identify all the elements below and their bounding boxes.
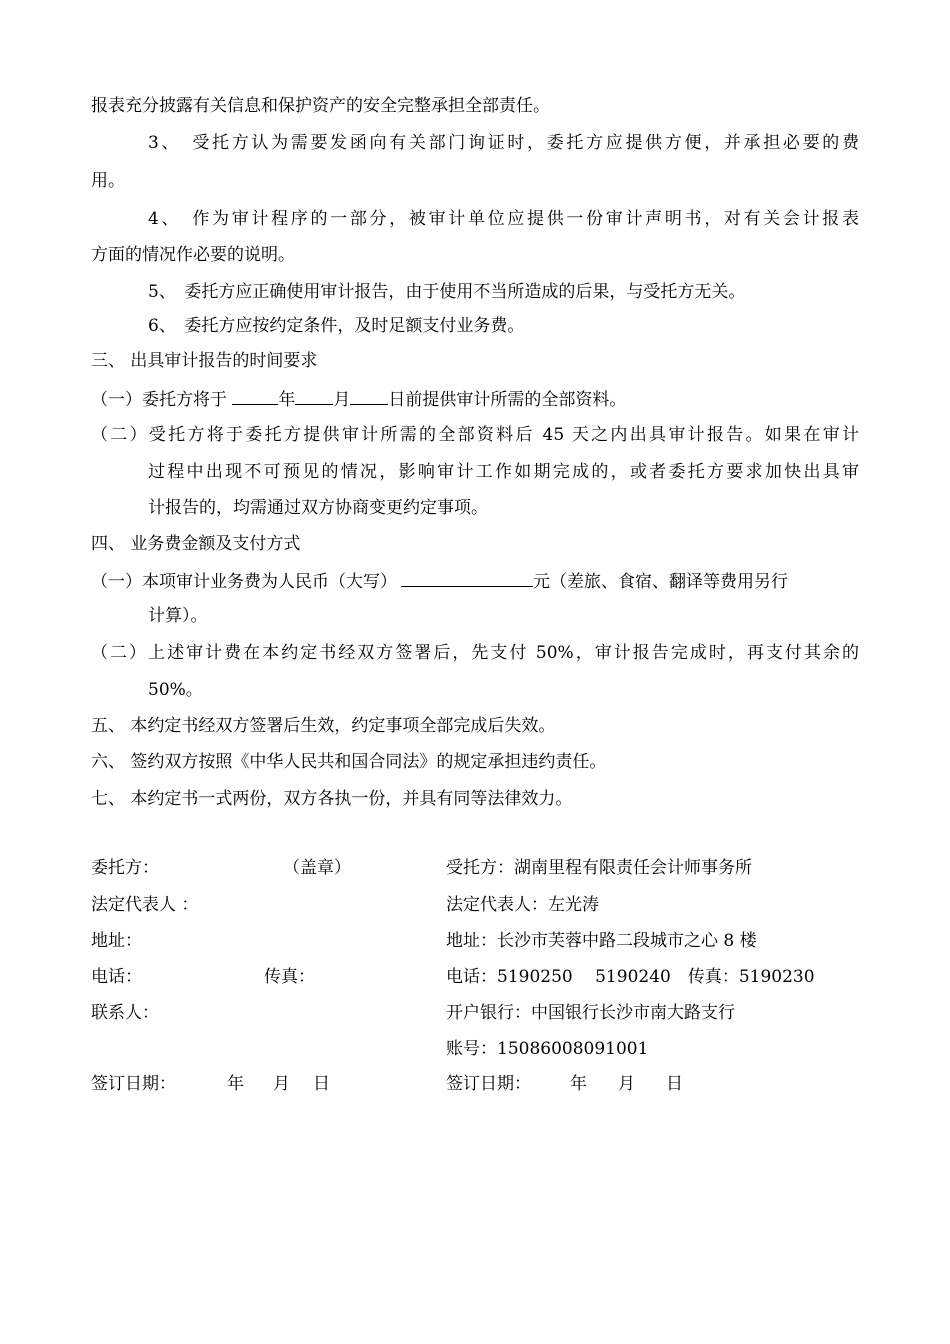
client-date-year: 年 (227, 1074, 244, 1094)
clause-6: 6、 委托方应按约定条件，及时足额支付业务费。 (148, 316, 525, 336)
client-date-label: 签订日期： (91, 1074, 176, 1094)
clause-3-line-2: 用。 (91, 171, 125, 191)
section-6: 六、 签约双方按照《中华人民共和国合同法》的规定承担违约责任。 (91, 752, 607, 772)
item-text-cont: 元（差旅、食宿、翻译等费用另行 (533, 572, 788, 592)
client-fax-label: 传真： (264, 967, 315, 987)
section-4-heading: 四、 业务费金额及支付方式 (91, 534, 301, 554)
contractor-date-day: 日 (666, 1074, 683, 1094)
clause-4-line-1: 4、 作为审计程序的一部分，被审计单位应提供一份审计声明书，对有关会计报表 (148, 209, 859, 229)
section-7: 七、 本约定书一式两份，双方各执一份，并具有同等法律效力。 (91, 789, 573, 809)
day-label: 日前提供审计所需的全部资料。 (388, 390, 627, 410)
client-address-label: 地址： (91, 931, 142, 951)
section-4-item-1-line-1 (91, 569, 859, 591)
section-3-item-2-line-3: 计报告的，均需通过双方协商变更约定事项。 (148, 498, 488, 518)
client-date-day: 日 (313, 1074, 330, 1094)
year-blank (232, 387, 278, 405)
contractor-date-year: 年 (570, 1074, 587, 1094)
clause-3-line-1: 3、 受托方认为需要发函向有关部门询证时，委托方应提供方便，并承担必要的费 (148, 133, 859, 153)
contractor-date-label: 签订日期： (446, 1074, 531, 1094)
section-3-item-1 (91, 387, 859, 409)
month-label: 月 (333, 390, 351, 410)
client-phone-label: 电话： (91, 967, 142, 987)
contractor-account: 账号：15086008091001 (446, 1039, 649, 1059)
section-3-item-2-line-2: 过程中出现不可预见的情况，影响审计工作如期完成的，或者委托方要求加快出具审 (148, 462, 859, 482)
year-label: 年 (278, 390, 296, 410)
amount-blank (401, 569, 533, 587)
client-contact-label: 联系人： (91, 1003, 159, 1023)
day-blank (350, 387, 388, 405)
client-label: 委托方： (91, 858, 159, 878)
client-date-month: 月 (273, 1074, 290, 1094)
contractor-address: 地址：长沙市芙蓉中路二段城市之心 8 楼 (446, 931, 757, 951)
item-text: （一）委托方将于 (91, 390, 233, 410)
section-4-item-2-line-1: （二）上述审计费在本约定书经双方签署后，先支付 50%，审计报告完成时，再支付其余的 (91, 643, 859, 663)
seal-label: （盖章） (283, 858, 351, 878)
item-text: （一）本项审计业务费为人民币（大写） (91, 572, 397, 592)
client-rep-label: 法定代表人 ： (91, 895, 199, 915)
clause-5: 5、 委托方应正确使用审计报告，由于使用不当所造成的后果，与受托方无关。 (148, 282, 746, 302)
section-4-item-2-line-2: 50%。 (148, 680, 203, 700)
section-3-item-2-line-1: （二）受托方将于委托方提供审计所需的全部资料后 45 天之内出具审计报告。如果在审计 (91, 425, 859, 445)
month-blank (295, 387, 333, 405)
contractor-rep: 法定代表人：左光涛 (446, 895, 599, 915)
contractor-bank: 开户银行：中国银行长沙市南大路支行 (446, 1003, 735, 1023)
clause-4-line-2: 方面的情况作必要的说明。 (91, 245, 295, 265)
contractor-date-month: 月 (618, 1074, 635, 1094)
section-4-item-1-line-2: 计算）。 (148, 606, 208, 626)
section-3-heading: 三、 出具审计报告的时间要求 (91, 351, 318, 371)
contractor-phone-fax: 电话：5190250 5190240 传真：5190230 (446, 967, 815, 987)
contractor-label: 受托方：湖南里程有限责任会计师事务所 (446, 858, 752, 878)
section-5: 五、 本约定书经双方签署后生效，约定事项全部完成后失效。 (91, 716, 556, 736)
paragraph-line: 报表充分披露有关信息和保护资产的安全完整承担全部责任。 (91, 96, 550, 116)
